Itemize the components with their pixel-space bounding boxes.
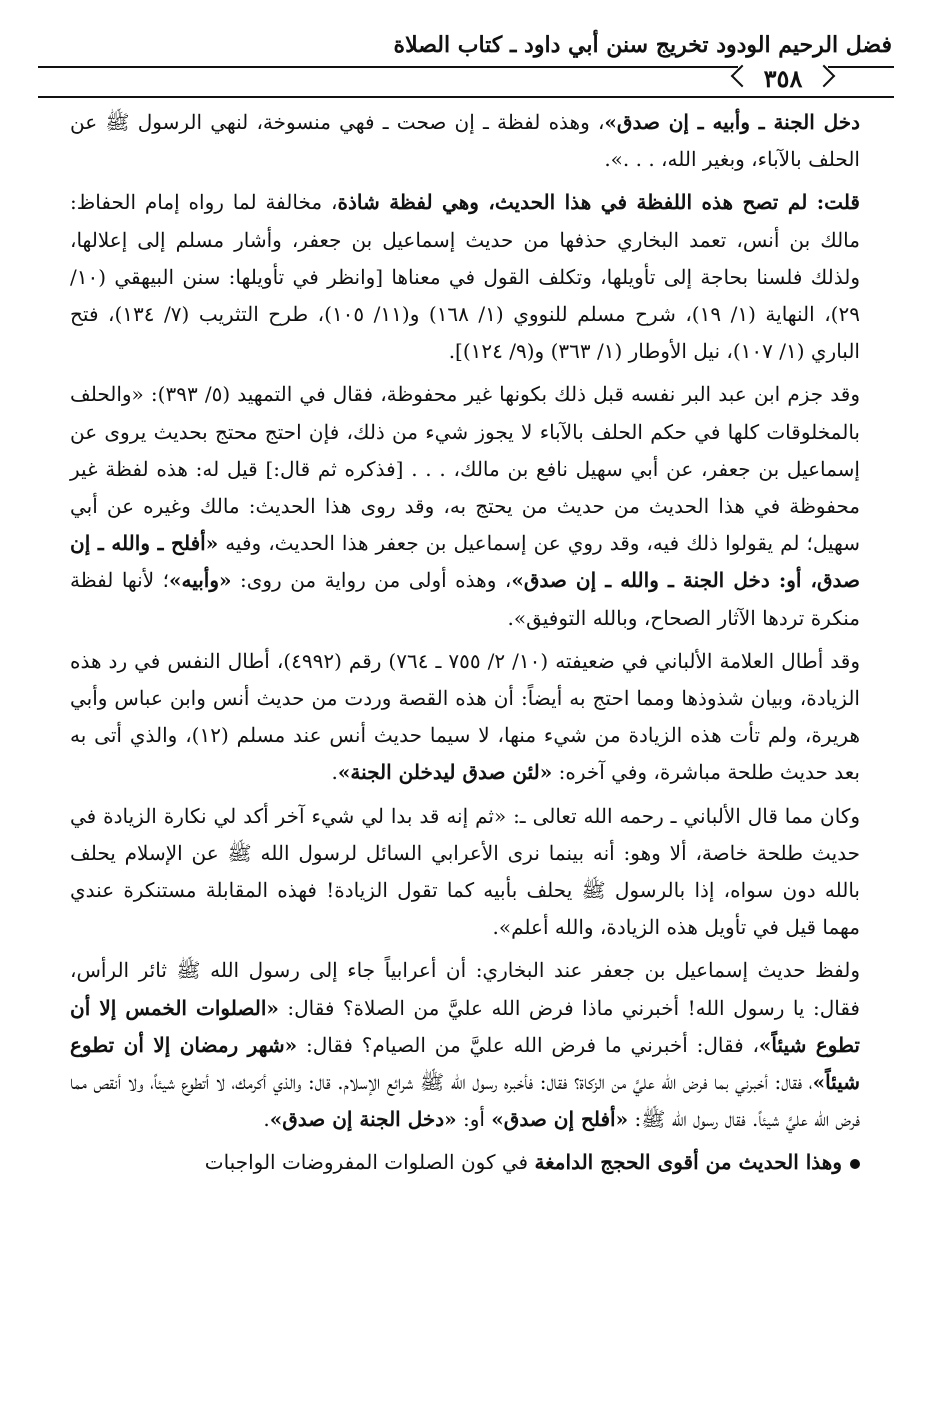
paragraph [70, 643, 860, 792]
body-text [70, 104, 860, 1182]
paragraph [70, 184, 860, 370]
text-segment: ولفظ حديث إسماعيل بن جعفر عند البخاري: أن أعرابياً جاء إلى رسول الله ﷺ ثائر الرأس، فقال: يا رسول الله! أخبرني ماذا فرض الله عليَّ من الصلاة؟ فقال: [70, 958, 860, 1020]
text-segment: ، فقال: أخبرني ما فرض الله عليَّ من الصيام؟ فقال: [297, 1032, 759, 1057]
paragraph [70, 798, 860, 947]
bold-text-segment: «أفلح ـ والله ـ إن صدق، أو: دخل الجنة ـ والله ـ إن صدق» [70, 531, 860, 593]
bold-text-segment: «دخل الجنة إن صدق» [269, 1107, 457, 1132]
bold-text-segment: وهذا الحديث من أقوى الحجج الدامغة [534, 1150, 842, 1175]
text-segment: . [331, 760, 338, 785]
bullet-icon [850, 1159, 860, 1169]
text-segment: ، وهذه لفظة ـ إن صحت ـ فهي منسوخة، لنهي الرسول ﷺ عن الحلف بالآباء، وبغير الله، . . .». [70, 110, 860, 172]
bold-text-segment: «لئن صدق ليدخلن الجنة» [337, 760, 553, 785]
bold-text-segment: قلت: لم تصح هذه اللفظة في هذا الحديث، وهي لفظة شاذة [337, 190, 860, 215]
text-segment: في كون الصلوات المفروضات الواجبات [204, 1150, 535, 1175]
text-segment: ؛ لأنها لفظة منكرة تردها الآثار الصحاح، وبالله التوفيق». [70, 568, 860, 630]
text-segment: أو: [456, 1107, 492, 1132]
text-segment: وكان مما قال الألباني ـ رحمه الله تعالى ـ: «ثم إنه قد بدا لي شيء آخر أكد لي نكارة الزيادة في حديث طلحة خاصة، ألا وهو: أنه بينما نرى الأعرابي السائل لرسول الله ﷺ عن الإسلام يحلف بالله دون سواه، إذا بالرسول ﷺ يحلف بأبيه كما تقول الزيادة! فهذه المقابلة مستنكرة عندي مهما قيل في تأويل هذه الزيادة، والله أعلم». [70, 803, 860, 940]
paragraph [70, 376, 860, 636]
bold-text-segment: دخل الجنة ـ وأبيه ـ إن صدق» [604, 110, 860, 134]
text-segment: ، مخالفة لما رواه إمام الحفاظ: مالك بن أنس، تعمد البخاري حذفها من حديث إسماعيل بن جعفر، وأشار مسلم إلى إعلالها، ولذلك فلسنا بحاجة إلى تأويلها، وتكلف القول في معناها [وانظر في تأويلها: سنن البيهقي (١٠/ ٢٩)، النهاية (١/ ١٩)، شرح مسلم للنووي (١/ ١٦٨) و(١١/ ١٠٥)، طرح التثريب (٧/ ١٣٤)، فتح الباري (١/ ١٠٧)، نيل الأوطار (١/ ٣٦٣) و(٩/ ١٢٤)]. [70, 190, 860, 364]
paragraph [70, 104, 860, 178]
running-header-title: فضل الرحيم الودود تخريج سنن أبي داود ـ كتاب الصلاة [393, 32, 892, 58]
text-segment: ، فقال: أخبرني بما فرض الله عليَّ من الزكاة؟ فقال: فأخبره رسول الله ﷺ شرائع الإسلام. قال: والذي أكرمك، لا أتطوع شيئاً، ولا أنقص مما فرض الله عليَّ شيئاً. فقال رسول الله ﷺ: [70, 1070, 860, 1132]
bold-text-segment: «وأبيه» [168, 568, 232, 593]
bold-text-segment: «أفلح إن صدق» [491, 1107, 629, 1132]
text-segment: وقد جزم ابن عبد البر نفسه قبل ذلك بكونها غير محفوظة، فقال في التمهيد (٥/ ٣٩٣): «والحلف بالمخلوقات كلها في حكم الحلف بالآباء لا يجوز شيء من ذلك، فإن احتج محتج بحديث يروى عن إسماعيل بن جعفر، عن أبي سهيل نافع بن مالك، . . . [فذكره ثم قال:] قيل له: هذه لفظة غير محفوظة في هذا الحديث من حديث من يحتج به، وقد روى هذا الحديث: مالك وغيره عن أبي سهيل؛ لم يقولوا ذلك فيه، وقد روي عن إسماعيل بن جعفر هذا الحديث، وفيه [70, 382, 860, 556]
bold-text-segment: «الصلوات الخمس إلا أن تطوع شيئاً» [70, 995, 861, 1057]
text-segment: وقد أطال العلامة الألباني في ضعيفته (١٠/ ٢/ ٧٥٥ ـ ٧٦٤) رقم (٤٩٩٢)، أطال النفس في رد هذه الزيادة، وبيان شذوذها ومما احتج به أيضاً: أن هذه القصة وردت من حديث أنس وابن عباس وأبي هريرة، ولم تأت هذه الزيادة من شيء منها، لا سيما حديث أنس عند مسلم (١٢)، والذي أتى به بعد حديث طلحة مباشرة، وفي آخره: [70, 648, 860, 785]
paragraph [70, 952, 860, 1138]
header-rule-bottom [38, 96, 894, 98]
bullet-paragraph [70, 1144, 860, 1181]
text-segment: ، وهذه أولى من رواية من روى: [231, 568, 512, 593]
text-segment: . [263, 1107, 270, 1132]
bold-text-segment: «شهر رمضان إلا أن تطوع شيئاً» [70, 1032, 860, 1095]
page-number: ٣٥٨ [738, 64, 828, 94]
